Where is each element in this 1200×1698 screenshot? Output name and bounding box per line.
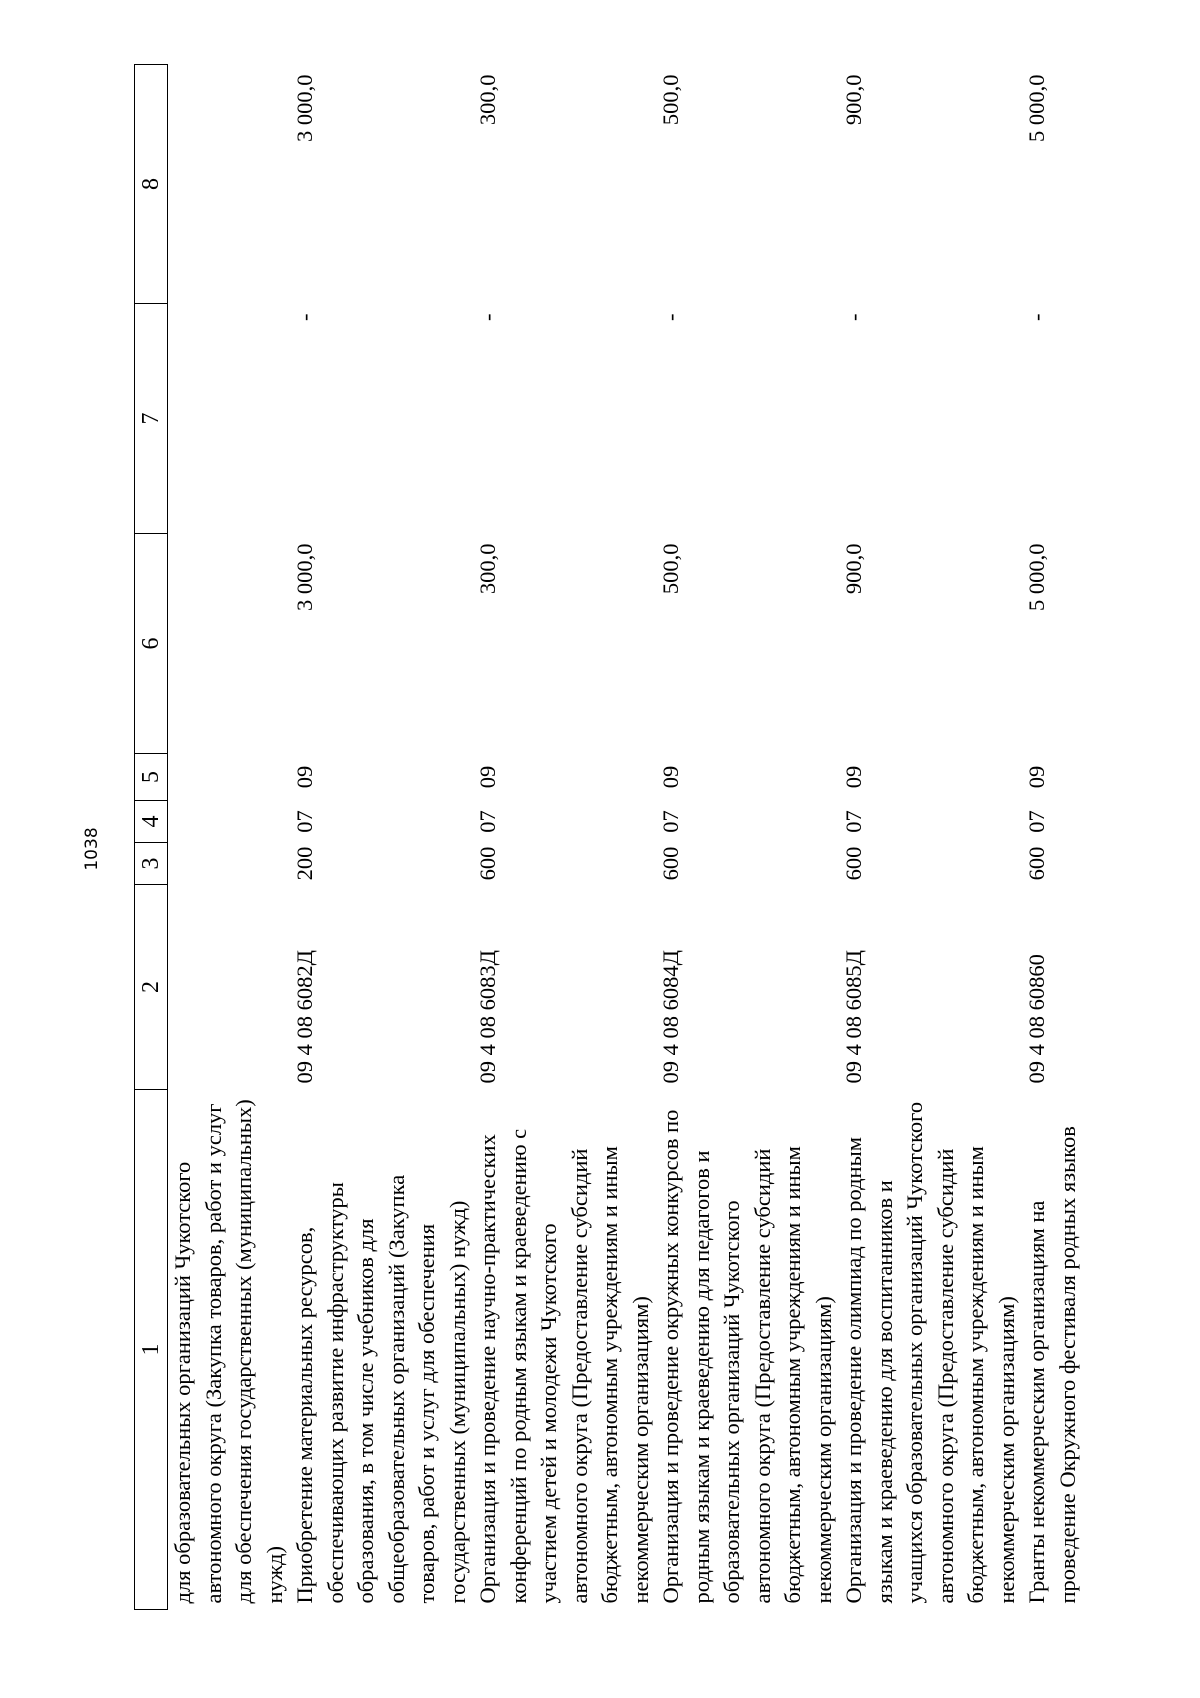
description-line: бюджетным, автономным учреждениям и иным	[597, 1146, 622, 1604]
expense-type-cell: 600	[658, 846, 683, 881]
total-amount-cell: 3 000,0	[292, 543, 317, 611]
budget-code-cell: 09 4 08 6082Д	[292, 950, 317, 1084]
description-line: автономного округа (Закупка товаров, работ и услуг	[200, 1103, 226, 1604]
description-line: автономного округа (Предоставление субсидий	[749, 1148, 775, 1604]
description-line: общеобразовательных организаций (Закупка	[383, 1174, 409, 1604]
budget-code-cell	[168, 885, 291, 1090]
column-header-6: 6	[135, 534, 168, 754]
expense-type-cell	[168, 843, 291, 885]
table-row	[1022, 65, 1083, 1610]
description-line: конференций по родным языкам и краеведению с	[505, 1128, 531, 1604]
description-line: некоммерческим организациям)	[810, 1296, 836, 1604]
subsection-cell	[168, 754, 291, 801]
table-row	[839, 65, 1022, 1610]
column-header-7: 7	[135, 304, 168, 534]
description-cell	[473, 1090, 656, 1610]
expense-type-cell: 600	[1024, 846, 1049, 881]
subsection-cell: 09	[1024, 765, 1049, 789]
table-row	[656, 65, 839, 1610]
description-line: Организация и проведение научно-практических	[475, 1134, 500, 1604]
budget-code-cell: 09 4 08 6084Д	[658, 950, 683, 1084]
description-line: для обеспечения государственных (муниципальных)	[231, 1099, 256, 1604]
description-line: некоммерческим организациям)	[627, 1296, 653, 1604]
federal-amount-cell: -	[841, 313, 866, 321]
description-line: языкам и краеведению для воспитанников и	[871, 1180, 897, 1604]
regional-amount-cell	[168, 65, 291, 304]
description-line: образования, в том числе учебников для	[353, 1218, 378, 1604]
description-cell	[656, 1090, 839, 1610]
description-line: проведение Окружного фестиваля родных языков	[1054, 1126, 1080, 1604]
subsection-cell: 09	[658, 765, 683, 789]
description-line: государственных (муниципальных) нужд)	[444, 1200, 470, 1604]
description-line: бюджетным, автономным учреждениям и иным	[963, 1146, 988, 1604]
total-amount-cell: 5 000,0	[1024, 543, 1049, 611]
table-row	[290, 65, 473, 1610]
description-line: обеспечивающих развитие инфраструктуры	[322, 1182, 348, 1604]
expense-type-cell: 600	[475, 846, 500, 881]
budget-code-cell: 09 4 08 6085Д	[841, 950, 866, 1084]
federal-amount-cell: -	[1024, 313, 1049, 321]
description-line: Гранты некоммерческим организациям на	[1024, 1200, 1049, 1604]
description-cell	[290, 1090, 473, 1610]
regional-amount-cell: 5 000,0	[1024, 74, 1049, 142]
description-line: Организация и проведение окружных конкурсов по	[658, 1109, 683, 1604]
section-cell: 07	[658, 810, 683, 833]
description-line: родным языкам и краеведению для педагогов и	[688, 1150, 714, 1604]
section-cell: 07	[841, 810, 866, 833]
total-amount-cell	[168, 534, 291, 754]
subsection-cell: 09	[475, 765, 500, 789]
budget-table	[134, 64, 1083, 1610]
section-cell: 07	[475, 810, 500, 833]
description-line: нужд)	[261, 1546, 287, 1604]
column-header-8: 8	[135, 65, 168, 304]
description-line: учащихся образовательных организаций Чукотского	[902, 1101, 927, 1604]
description-line: некоммерческим организациям)	[993, 1296, 1019, 1604]
description-cell	[1022, 1090, 1083, 1610]
regional-amount-cell: 500,0	[658, 74, 683, 126]
description-line: участием детей и молодежи Чукотского	[536, 1223, 561, 1604]
federal-amount-cell: -	[475, 313, 500, 321]
column-header-3: 3	[135, 843, 168, 885]
total-amount-cell: 300,0	[475, 543, 500, 595]
federal-amount-cell	[168, 304, 291, 534]
description-line: Приобретение материальных ресурсов,	[292, 1226, 317, 1604]
section-cell	[168, 801, 291, 843]
column-header-5: 5	[135, 754, 168, 801]
section-cell: 07	[292, 810, 317, 833]
total-amount-cell: 900,0	[841, 543, 866, 595]
column-header-1: 1	[135, 1090, 168, 1610]
budget-code-cell: 09 4 08 60860	[1024, 954, 1049, 1084]
expense-type-cell: 200	[292, 846, 317, 881]
description-line: образовательных организаций Чукотского	[719, 1200, 744, 1604]
table-header-row	[135, 65, 168, 1610]
federal-amount-cell: -	[292, 313, 317, 321]
budget-code-cell: 09 4 08 6083Д	[475, 950, 500, 1084]
regional-amount-cell: 300,0	[475, 74, 500, 126]
description-cell	[839, 1090, 1022, 1610]
description-line: автономного округа (Предоставление субсидий	[566, 1148, 592, 1604]
budget-table-page	[134, 65, 1154, 1610]
table-row	[473, 65, 656, 1610]
total-amount-cell: 500,0	[658, 543, 683, 595]
regional-amount-cell: 900,0	[841, 74, 866, 126]
section-cell: 07	[1024, 810, 1049, 833]
column-header-4: 4	[135, 801, 168, 843]
description-cell	[168, 1090, 291, 1610]
regional-amount-cell: 3 000,0	[292, 74, 317, 142]
page-number: 1038	[82, 827, 102, 871]
description-line: для образовательных организаций Чукотского	[170, 1161, 195, 1604]
table-row	[168, 65, 291, 1610]
federal-amount-cell: -	[658, 313, 683, 321]
subsection-cell: 09	[841, 765, 866, 789]
description-line: товаров, работ и услуг для обеспечения	[414, 1223, 439, 1604]
expense-type-cell: 600	[841, 846, 866, 881]
subsection-cell: 09	[292, 765, 317, 789]
description-line: Организация и проведение олимпиад по родным	[841, 1137, 866, 1604]
description-line: бюджетным, автономным учреждениям и иным	[780, 1146, 805, 1604]
description-line: автономного округа (Предоставление субсидий	[932, 1148, 958, 1604]
column-header-2: 2	[135, 885, 168, 1090]
